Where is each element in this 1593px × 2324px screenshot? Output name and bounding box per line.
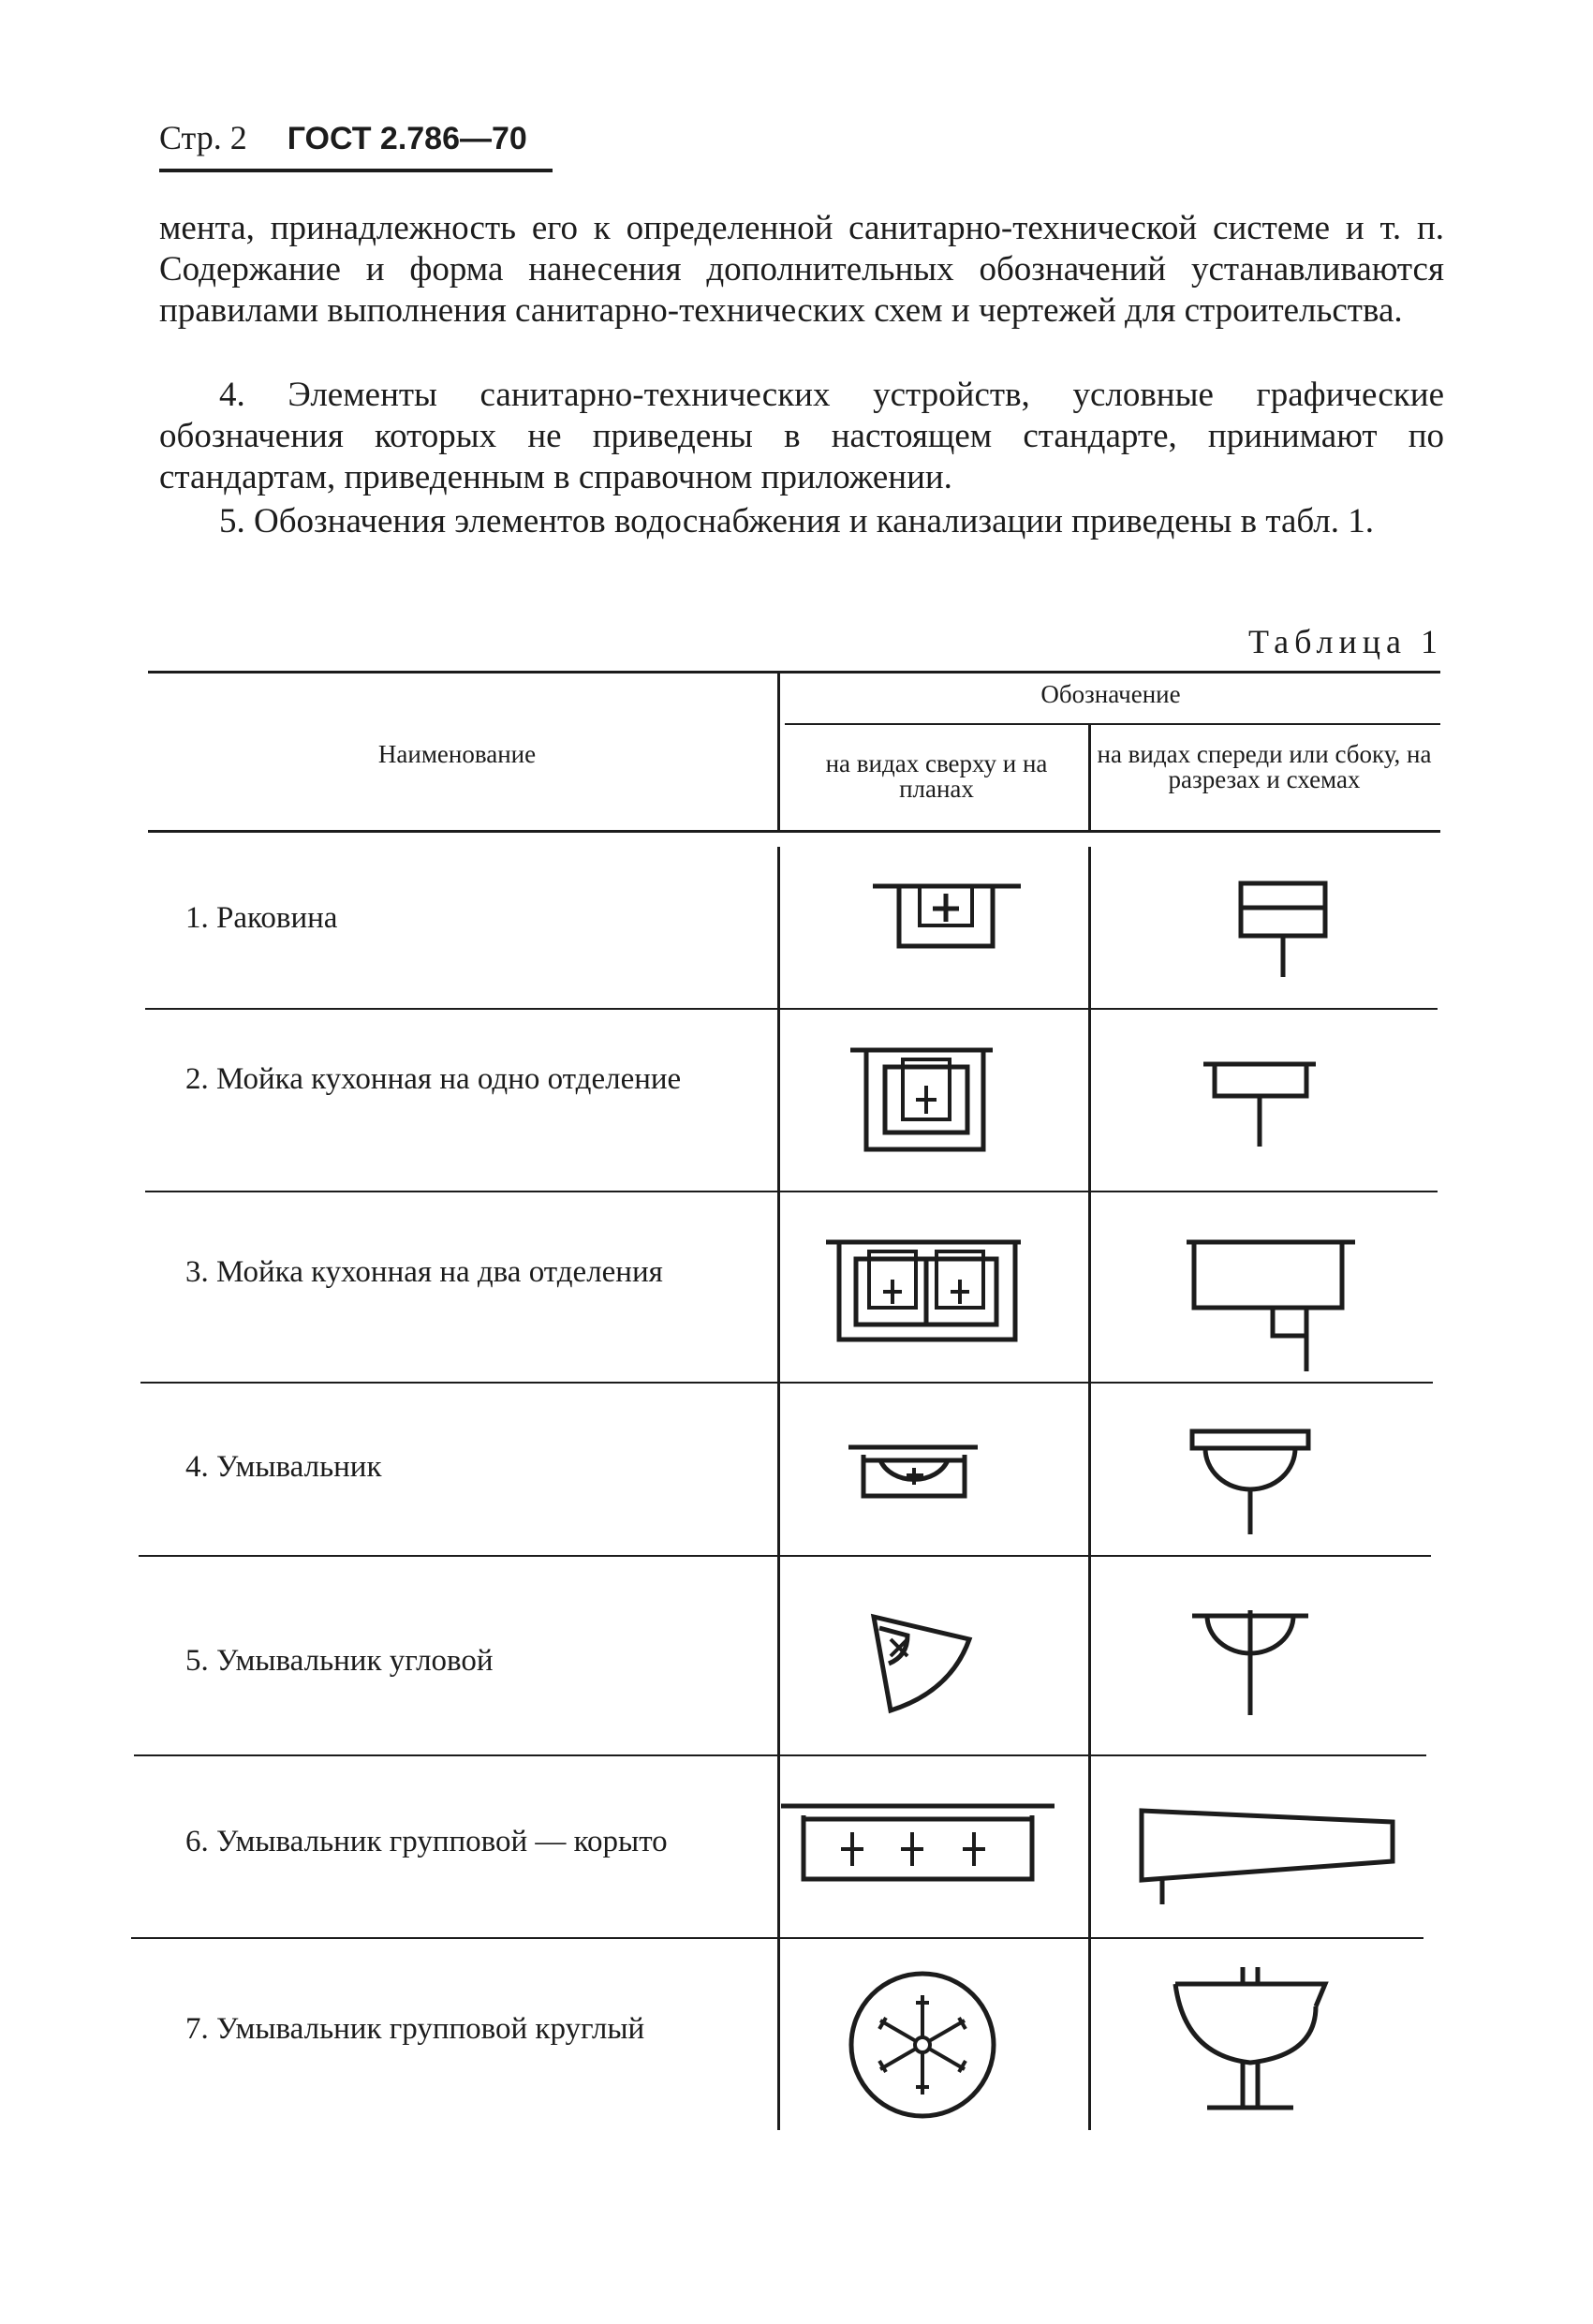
row-name: 5. Умывальник угловой xyxy=(185,1644,494,1678)
row-separator xyxy=(131,1937,1423,1939)
row-separator xyxy=(145,1191,1438,1192)
trough-washbasin-front-icon xyxy=(1128,1794,1400,1906)
row-name: 6. Умывальник групповой — корыто xyxy=(185,1825,668,1858)
row-name: 7. Умывальник групповой круглый xyxy=(185,2012,645,2046)
header-bottom-rule xyxy=(148,830,1440,833)
trough-washbasin-top-icon xyxy=(777,1799,1058,1892)
table-caption: Таблица 1 xyxy=(1248,623,1443,660)
row-separator xyxy=(134,1754,1426,1756)
corner-washbasin-front-icon xyxy=(1185,1606,1316,1719)
header-front-view: на видах спереди или сбоку, на разрезах и схемах xyxy=(1097,740,1432,793)
washbasin-front-icon xyxy=(1185,1426,1316,1538)
sink-front-icon xyxy=(1227,876,1339,979)
sink-top-icon xyxy=(862,881,1030,955)
corner-washbasin-top-icon xyxy=(866,1609,979,1722)
header-designation: Обозначение xyxy=(1040,680,1181,708)
row-name: 3. Мойка кухонная на два отделения xyxy=(185,1255,663,1289)
row-separator xyxy=(139,1555,1431,1557)
header-name: Наименование xyxy=(377,740,537,768)
paragraph-4: 4. Элементы санитарно-технических устройств, условные графические обозначения которых не приведены в настоящем стандарте, принимают по стандартам, приведенным в справочном приложении. xyxy=(159,376,1444,496)
row-name: 1. Раковина xyxy=(185,901,338,935)
row-separator xyxy=(145,1008,1438,1010)
table-top-rule xyxy=(148,671,1440,674)
header-divider-2 xyxy=(1088,725,1091,830)
page-header xyxy=(159,118,527,157)
row-name: 2. Мойка кухонная на одно отделение xyxy=(185,1062,682,1096)
standard-code: ГОСТ 2.786—70 xyxy=(287,121,527,156)
kitchen-sink-double-front-icon xyxy=(1175,1235,1363,1375)
row-name: 4. Умывальник xyxy=(185,1450,382,1484)
kitchen-sink-double-top-icon xyxy=(822,1235,1028,1347)
header-top-view: на видах сверху и на планах xyxy=(825,749,1048,803)
header-divider-1 xyxy=(777,673,780,830)
header-rule xyxy=(159,169,553,172)
row-separator xyxy=(140,1382,1433,1384)
header-sub-rule xyxy=(785,723,1440,725)
page-number: Стр. 2 xyxy=(159,119,247,156)
round-washbasin-top-icon xyxy=(843,1965,1002,2124)
round-washbasin-front-icon xyxy=(1166,1965,1335,2115)
washbasin-top-icon xyxy=(843,1438,983,1503)
paragraph-continuation: мента, принадлежность его к определенной санитарно-технической системе и т. п. Содержание и форма нанесения дополнительных обозначений устанавливаются правилами выполнения санитарно-технических схем и чертежей для строительства. xyxy=(159,209,1444,330)
kitchen-sink-single-front-icon xyxy=(1194,1057,1325,1150)
paragraph-5: 5. Обозначения элементов водоснабжения и канализации приведены в табл. 1. xyxy=(219,502,1374,540)
kitchen-sink-single-top-icon xyxy=(843,1044,1002,1157)
